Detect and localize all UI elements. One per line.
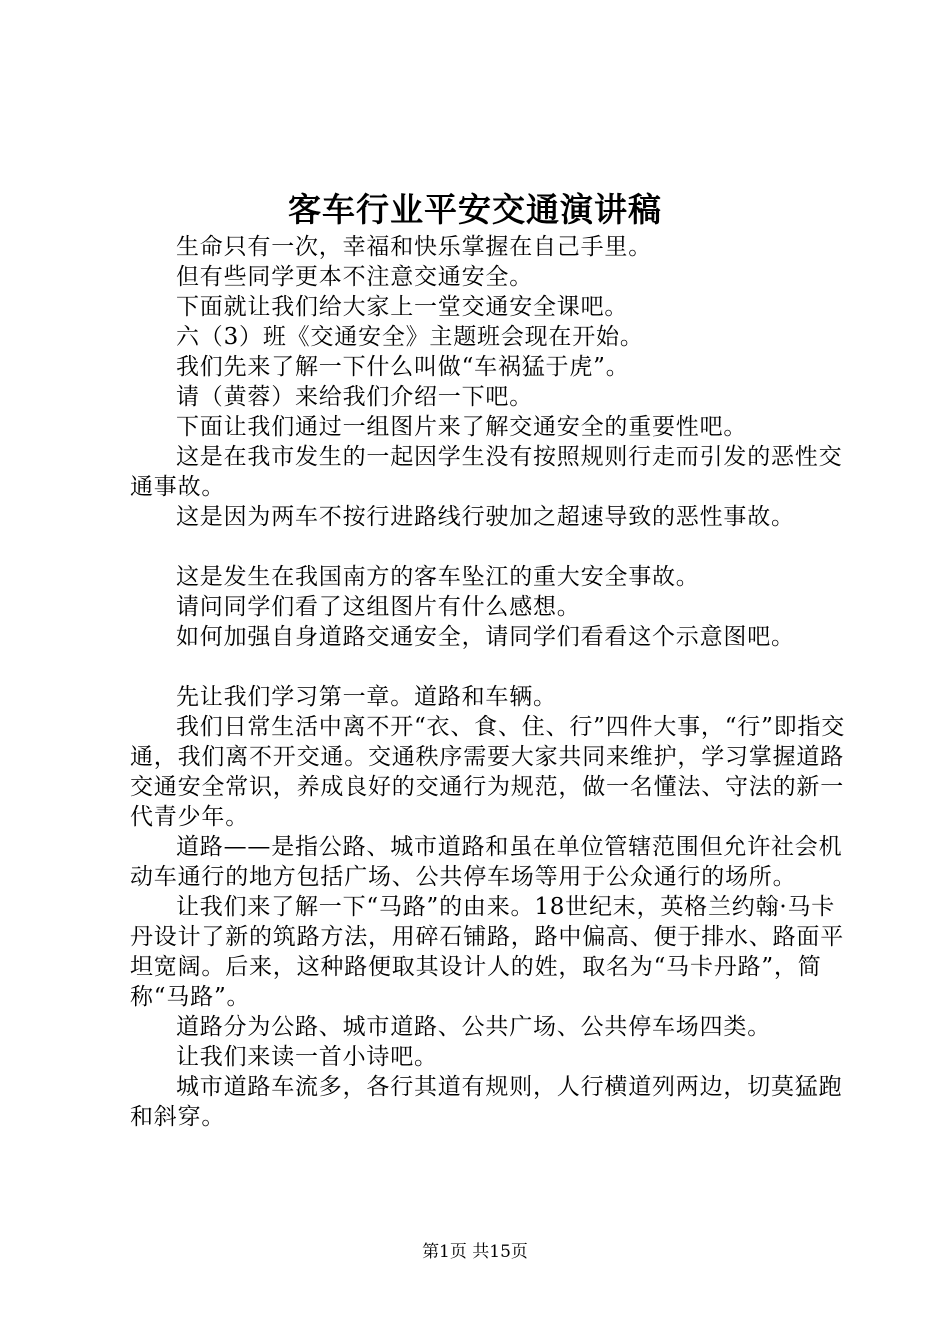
paragraph: 但有些同学更本不注意交通安全。 bbox=[176, 264, 533, 290]
blank-line bbox=[130, 652, 850, 682]
paragraph: 这是发生在我国南方的客车坠江的重大安全事故。 bbox=[176, 564, 700, 590]
paragraph: 让我们来读一首小诗吧。 bbox=[176, 1044, 438, 1070]
document-title: 客车行业平安交通演讲稿 bbox=[288, 190, 662, 229]
paragraph: 道路——是指公路、城市道路和虽在单位管辖范围但允许社会机动车通行的地方包括广场、公共停车场等用于公众通行的场所。 bbox=[130, 834, 843, 890]
paragraph: 下面就让我们给大家上一堂交通安全课吧。 bbox=[176, 294, 629, 320]
paragraph: 下面让我们通过一组图片来了解交通安全的重要性吧。 bbox=[176, 414, 748, 440]
paragraph: 请问同学们看了这组图片有什么感想。 bbox=[176, 594, 581, 620]
paragraph: 请（黄蓉）来给我们介绍一下吧。 bbox=[176, 384, 533, 410]
paragraph: 这是在我市发生的一起因学生没有按照规则行走而引发的恶性交通事故。 bbox=[130, 444, 843, 500]
paragraph: 道路分为公路、城市道路、公共广场、公共停车场四类。 bbox=[176, 1014, 771, 1040]
paragraph: 城市道路车流多，各行其道有规则，人行横道列两边，切莫猛跑和斜穿。 bbox=[130, 1074, 843, 1130]
paragraph: 生命只有一次，幸福和快乐掌握在自己手里。 bbox=[176, 234, 652, 260]
paragraph: 如何加强自身道路交通安全，请同学们看看这个示意图吧。 bbox=[176, 624, 795, 650]
paragraph: 让我们来了解一下“马路”的由来。18世纪末，英格兰约翰·马卡丹设计了新的筑路方法，用碎石铺路，路中偏高、便于排水、路面平坦宽阔。后来，这种路便取其设计人的姓，取名为“马卡丹路”，简称“马路”。 bbox=[130, 894, 844, 1010]
page-number-footer: 第1页 共15页 bbox=[422, 1242, 528, 1262]
paragraph: 先让我们学习第一章。道路和车辆。 bbox=[176, 684, 557, 710]
blank-line bbox=[130, 532, 850, 562]
paragraph: 这是因为两车不按行进路线行驶加之超速导致的恶性事故。 bbox=[176, 504, 795, 530]
document-body bbox=[130, 232, 850, 1132]
paragraph: 我们日常生活中离不开“衣、食、住、行”四件大事，“行”即指交通，我们离不开交通。交通秩序需要大家共同来维护，学习掌握道路交通安全常识，养成良好的交通行为规范，做一名懂法、守法的新一代青少年。 bbox=[130, 714, 846, 830]
paragraph: 我们先来了解一下什么叫做“车祸猛于虎”。 bbox=[176, 354, 630, 380]
paragraph: 六（3）班《交通安全》主题班会现在开始。 bbox=[176, 324, 644, 350]
